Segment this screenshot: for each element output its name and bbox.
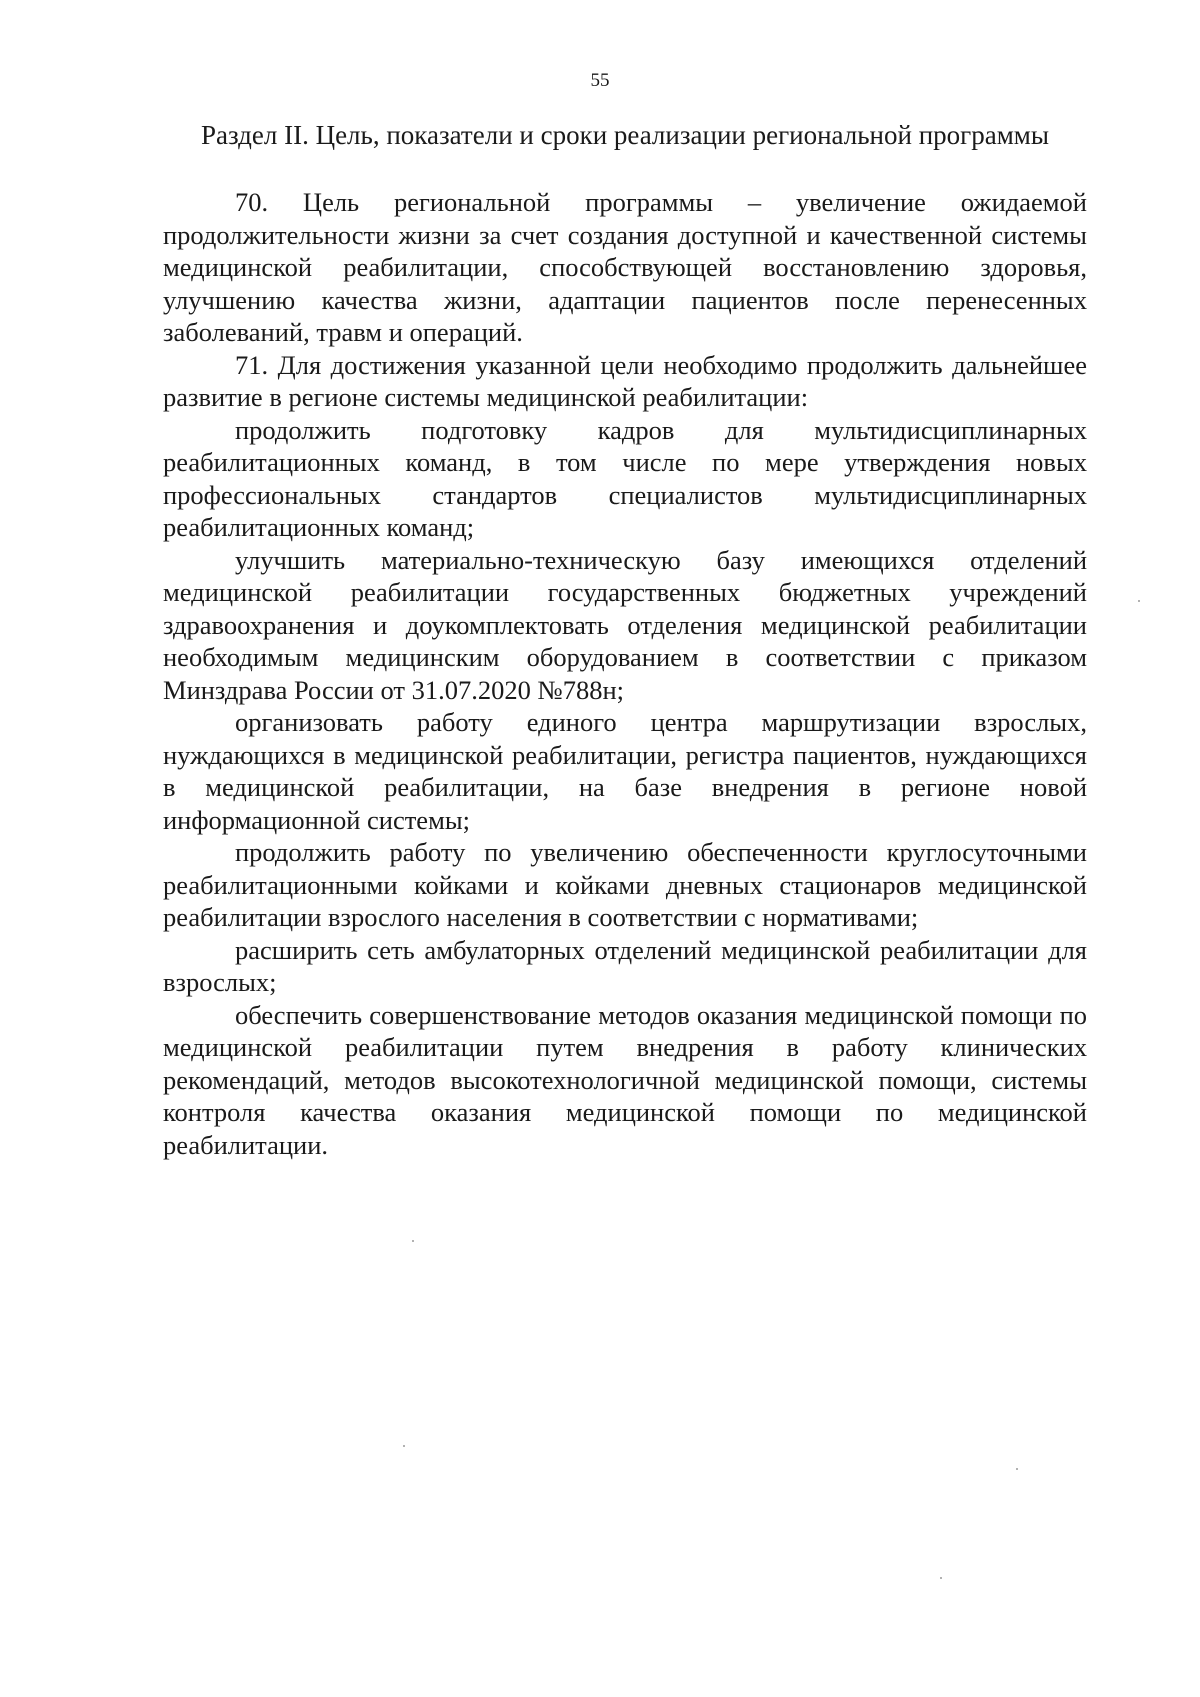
list-item-outpatient: расширить сеть амбулаторных отделений медицинской реабилитации для взрослых;: [163, 934, 1087, 997]
paragraph-71: 71. Для достижения указанной цели необходимо продолжить дальнейшее развитие в регионе системы медицинской реабилитации:: [163, 349, 1087, 412]
body-text: [163, 186, 1087, 1161]
list-item-equipment: улучшить материально-техническую базу имеющихся отделений медицинской реабилитации государственных бюджетных учреждений здравоохранения и доукомплектовать отделения медицинской реабилитации необходимым медицинским оборудованием в соответствии с приказом Минздрава России от 31.07.2020 №788н;: [163, 544, 1087, 705]
section-title: Раздел II. Цель, показатели и сроки реализации региональной программы: [200, 120, 1050, 150]
list-item-routing-center: организовать работу единого центра маршрутизации взрослых, нуждающихся в медицинской реабилитации, регистра пациентов, нуждающихся в медицинской реабилитации, на базе внедрения в регионе новой информационной системы;: [163, 707, 1087, 835]
paragraph-70: 70. Цель региональной программы – увеличение ожидаемой продолжительности жизни за счет создания доступной и качественной системы медицинской реабилитации, способствующей восстановлению здоровья, улучшению качества жизни, адаптации пациентов после перенесенных заболеваний, травм и операций.: [163, 187, 1087, 347]
list-item-beds: продолжить работу по увеличению обеспеченности круглосуточными реабилитационными койками и койками дневных стационаров медицинской реабилитации взрослого населения в соответствии с нормативами;: [163, 837, 1087, 932]
scan-speck: [412, 1240, 414, 1242]
list-item-methods: обеспечить совершенствование методов оказания медицинской помощи по медицинской реабилитации путем внедрения в работу клинических рекомендаций, методов высокотехнологичной медицинской помощи, системы контроля качества оказания медицинской помощи по медицинской реабилитации.: [163, 999, 1087, 1160]
scan-speck: [940, 1577, 942, 1579]
list-item-staff-training: продолжить подготовку кадров для мультидисциплинарных реабилитационных команд, в том числе по мере утверждения новых профессиональных стандартов специалистов мультидисциплинарных реабилитационных команд;: [163, 414, 1087, 542]
page-number: 55: [590, 70, 610, 91]
scan-speck: [403, 1445, 405, 1447]
scan-speck: [1138, 600, 1140, 602]
scan-speck: [1016, 1468, 1018, 1470]
